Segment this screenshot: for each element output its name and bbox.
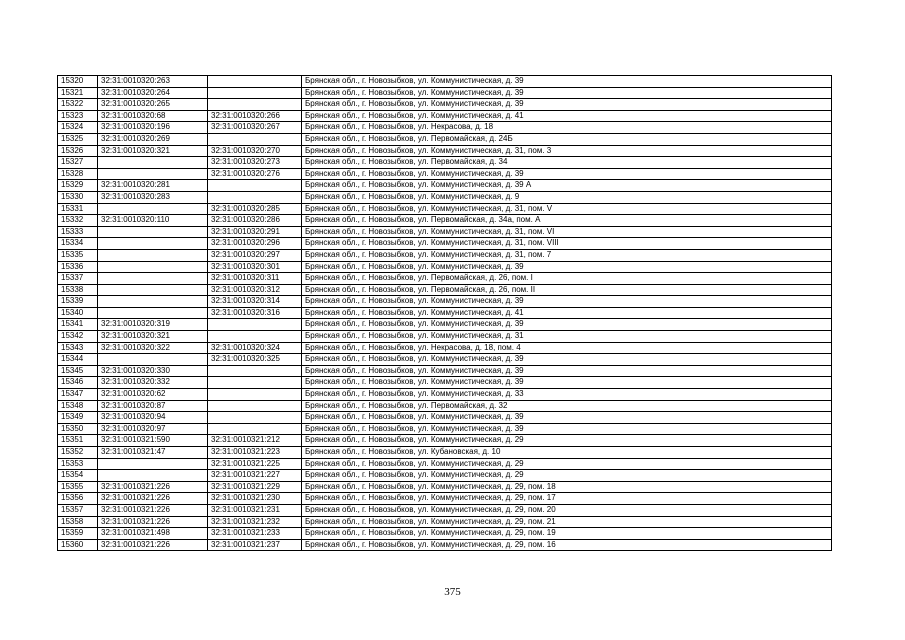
table-row: [58, 319, 832, 331]
linked-cadastral-number-cell: [208, 99, 302, 111]
linked-cadastral-number-cell: 32:31:0010321:237: [208, 539, 302, 551]
row-number-cell: 15322: [58, 99, 98, 111]
cadastral-number-cell: 32:31:0010320:265: [98, 99, 208, 111]
row-number-cell: 15324: [58, 122, 98, 134]
table-row: [58, 342, 832, 354]
row-number-cell: 15344: [58, 354, 98, 366]
row-number-cell: 15358: [58, 516, 98, 528]
row-number-cell: 15331: [58, 203, 98, 215]
linked-cadastral-number-cell: 32:31:0010321:223: [208, 447, 302, 459]
row-number-cell: 15327: [58, 157, 98, 169]
row-number-cell: 15350: [58, 423, 98, 435]
cadastral-number-cell: [98, 168, 208, 180]
table-row: [58, 157, 832, 169]
address-cell: Брянская обл., г. Новозыбков, ул. Первомайская, д. 26, пом. I: [302, 273, 832, 285]
cadastral-number-cell: [98, 261, 208, 273]
linked-cadastral-number-cell: 32:31:0010320:285: [208, 203, 302, 215]
linked-cadastral-number-cell: [208, 365, 302, 377]
table-row: [58, 99, 832, 111]
address-cell: Брянская обл., г. Новозыбков, ул. Коммунистическая, д. 39: [302, 423, 832, 435]
cadastral-number-cell: 32:31:0010320:68: [98, 110, 208, 122]
address-cell: Брянская обл., г. Новозыбков, ул. Коммунистическая, д. 39: [302, 377, 832, 389]
row-number-cell: 15342: [58, 331, 98, 343]
table-row: [58, 133, 832, 145]
cadastral-number-cell: 32:31:0010320:62: [98, 389, 208, 401]
linked-cadastral-number-cell: [208, 180, 302, 192]
address-cell: Брянская обл., г. Новозыбков, ул. Коммунистическая, д. 39: [302, 168, 832, 180]
row-number-cell: 15341: [58, 319, 98, 331]
linked-cadastral-number-cell: [208, 423, 302, 435]
address-cell: Брянская обл., г. Новозыбков, ул. Коммунистическая, д. 29: [302, 435, 832, 447]
linked-cadastral-number-cell: [208, 377, 302, 389]
address-cell: Брянская обл., г. Новозыбков, ул. Коммунистическая, д. 31, пом. V: [302, 203, 832, 215]
linked-cadastral-number-cell: [208, 400, 302, 412]
table-row: [58, 516, 832, 528]
address-cell: Брянская обл., г. Новозыбков, ул. Некрасова, д. 18: [302, 122, 832, 134]
cadastral-number-cell: [98, 458, 208, 470]
cadastral-number-cell: 32:31:0010320:110: [98, 215, 208, 227]
address-cell: Брянская обл., г. Новозыбков, ул. Коммунистическая, д. 31, пом. 7: [302, 249, 832, 261]
cadastral-number-cell: 32:31:0010320:321: [98, 145, 208, 157]
table-row: [58, 447, 832, 459]
linked-cadastral-number-cell: 32:31:0010321:231: [208, 504, 302, 516]
address-cell: Брянская обл., г. Новозыбков, ул. Коммунистическая, д. 39: [302, 99, 832, 111]
linked-cadastral-number-cell: 32:31:0010320:312: [208, 284, 302, 296]
address-cell: Брянская обл., г. Новозыбков, ул. Коммунистическая, д. 39: [302, 412, 832, 424]
linked-cadastral-number-cell: 32:31:0010320:273: [208, 157, 302, 169]
linked-cadastral-number-cell: [208, 87, 302, 99]
table-row: [58, 400, 832, 412]
row-number-cell: 15320: [58, 76, 98, 88]
address-cell: Брянская обл., г. Новозыбков, ул. Первомайская, д. 32: [302, 400, 832, 412]
address-cell: Брянская обл., г. Новозыбков, ул. Коммунистическая, д. 39: [302, 365, 832, 377]
row-number-cell: 15328: [58, 168, 98, 180]
row-number-cell: 15337: [58, 273, 98, 285]
address-cell: Брянская обл., г. Новозыбков, ул. Коммунистическая, д. 31, пом. VIII: [302, 238, 832, 250]
row-number-cell: 15326: [58, 145, 98, 157]
address-cell: Брянская обл., г. Новозыбков, ул. Коммунистическая, д. 29, пом. 17: [302, 493, 832, 505]
table-row: [58, 307, 832, 319]
row-number-cell: 15351: [58, 435, 98, 447]
table-row: [58, 470, 832, 482]
address-cell: Брянская обл., г. Новозыбков, ул. Некрасова, д. 18, пом. 4: [302, 342, 832, 354]
table-row: [58, 261, 832, 273]
linked-cadastral-number-cell: [208, 412, 302, 424]
cadastral-number-cell: 32:31:0010320:283: [98, 191, 208, 203]
linked-cadastral-number-cell: 32:31:0010320:276: [208, 168, 302, 180]
table-row: [58, 273, 832, 285]
cadastral-number-cell: 32:31:0010320:322: [98, 342, 208, 354]
row-number-cell: 15336: [58, 261, 98, 273]
linked-cadastral-number-cell: 32:31:0010321:229: [208, 481, 302, 493]
row-number-cell: 15321: [58, 87, 98, 99]
row-number-cell: 15360: [58, 539, 98, 551]
cadastral-number-cell: 32:31:0010320:196: [98, 122, 208, 134]
table-row: [58, 249, 832, 261]
address-cell: Брянская обл., г. Новозыбков, ул. Коммунистическая, д. 31: [302, 331, 832, 343]
row-number-cell: 15333: [58, 226, 98, 238]
cadastral-number-cell: [98, 470, 208, 482]
table-row: [58, 238, 832, 250]
linked-cadastral-number-cell: 32:31:0010321:227: [208, 470, 302, 482]
linked-cadastral-number-cell: 32:31:0010320:301: [208, 261, 302, 273]
table-row: [58, 539, 832, 551]
address-cell: Брянская обл., г. Новозыбков, ул. Первомайская, д. 26, пом. II: [302, 284, 832, 296]
cadastral-number-cell: 32:31:0010320:321: [98, 331, 208, 343]
linked-cadastral-number-cell: 32:31:0010320:311: [208, 273, 302, 285]
table-row: [58, 481, 832, 493]
cadastral-number-cell: [98, 354, 208, 366]
address-cell: Брянская обл., г. Новозыбков, ул. Первомайская, д. 34а, пом. А: [302, 215, 832, 227]
linked-cadastral-number-cell: 32:31:0010320:286: [208, 215, 302, 227]
cadastral-number-cell: 32:31:0010321:226: [98, 516, 208, 528]
address-cell: Брянская обл., г. Новозыбков, ул. Коммунистическая, д. 9: [302, 191, 832, 203]
row-number-cell: 15359: [58, 528, 98, 540]
row-number-cell: 15338: [58, 284, 98, 296]
row-number-cell: 15325: [58, 133, 98, 145]
cadastral-number-cell: [98, 273, 208, 285]
row-number-cell: 15330: [58, 191, 98, 203]
table-row: [58, 87, 832, 99]
cadastral-number-cell: 32:31:0010320:281: [98, 180, 208, 192]
address-cell: Брянская обл., г. Новозыбков, ул. Коммунистическая, д. 29: [302, 458, 832, 470]
linked-cadastral-number-cell: 32:31:0010321:232: [208, 516, 302, 528]
cadastral-number-cell: 32:31:0010321:590: [98, 435, 208, 447]
registry-table-body: [58, 76, 832, 551]
linked-cadastral-number-cell: 32:31:0010321:230: [208, 493, 302, 505]
linked-cadastral-number-cell: [208, 191, 302, 203]
address-cell: Брянская обл., г. Новозыбков, ул. Коммунистическая, д. 31, пом. VI: [302, 226, 832, 238]
table-row: [58, 435, 832, 447]
table-row: [58, 180, 832, 192]
cadastral-number-cell: 32:31:0010320:330: [98, 365, 208, 377]
row-number-cell: 15352: [58, 447, 98, 459]
row-number-cell: 15345: [58, 365, 98, 377]
address-cell: Брянская обл., г. Новозыбков, ул. Коммунистическая, д. 39: [302, 261, 832, 273]
cadastral-number-cell: [98, 296, 208, 308]
address-cell: Брянская обл., г. Новозыбков, ул. Коммунистическая, д. 39: [302, 76, 832, 88]
table-row: [58, 215, 832, 227]
address-cell: Брянская обл., г. Новозыбков, ул. Коммунистическая, д. 29, пом. 19: [302, 528, 832, 540]
address-cell: Брянская обл., г. Новозыбков, ул. Коммунистическая, д. 29, пом. 21: [302, 516, 832, 528]
table-row: [58, 354, 832, 366]
address-cell: Брянская обл., г. Новозыбков, ул. Коммунистическая, д. 31, пом. 3: [302, 145, 832, 157]
table-row: [58, 296, 832, 308]
table-row: [58, 493, 832, 505]
row-number-cell: 15334: [58, 238, 98, 250]
table-row: [58, 110, 832, 122]
address-cell: Брянская обл., г. Новозыбков, ул. Коммунистическая, д. 33: [302, 389, 832, 401]
table-row: [58, 528, 832, 540]
cadastral-number-cell: 32:31:0010321:226: [98, 481, 208, 493]
table-row: [58, 504, 832, 516]
table-row: [58, 191, 832, 203]
address-cell: Брянская обл., г. Новозыбков, ул. Коммунистическая, д. 39 А: [302, 180, 832, 192]
linked-cadastral-number-cell: 32:31:0010320:316: [208, 307, 302, 319]
cadastral-number-cell: [98, 284, 208, 296]
cadastral-number-cell: 32:31:0010320:264: [98, 87, 208, 99]
address-cell: Брянская обл., г. Новозыбков, ул. Коммунистическая, д. 29, пом. 16: [302, 539, 832, 551]
table-row: [58, 423, 832, 435]
linked-cadastral-number-cell: 32:31:0010320:324: [208, 342, 302, 354]
address-cell: Брянская обл., г. Новозыбков, ул. Коммунистическая, д. 41: [302, 307, 832, 319]
linked-cadastral-number-cell: [208, 331, 302, 343]
table-row: [58, 226, 832, 238]
address-cell: Брянская обл., г. Новозыбков, ул. Коммунистическая, д. 29: [302, 470, 832, 482]
linked-cadastral-number-cell: [208, 319, 302, 331]
row-number-cell: 15343: [58, 342, 98, 354]
address-cell: Брянская обл., г. Новозыбков, ул. Коммунистическая, д. 29, пом. 18: [302, 481, 832, 493]
table-row: [58, 331, 832, 343]
cadastral-number-cell: [98, 203, 208, 215]
cadastral-number-cell: 32:31:0010320:269: [98, 133, 208, 145]
page-number: 375: [444, 586, 461, 598]
linked-cadastral-number-cell: [208, 76, 302, 88]
table-row: [58, 76, 832, 88]
linked-cadastral-number-cell: 32:31:0010321:233: [208, 528, 302, 540]
linked-cadastral-number-cell: 32:31:0010321:225: [208, 458, 302, 470]
linked-cadastral-number-cell: 32:31:0010320:267: [208, 122, 302, 134]
cadastral-number-cell: [98, 226, 208, 238]
row-number-cell: 15354: [58, 470, 98, 482]
table-row: [58, 377, 832, 389]
address-cell: Брянская обл., г. Новозыбков, ул. Первомайская, д. 24Б: [302, 133, 832, 145]
table-row: [58, 203, 832, 215]
address-cell: Брянская обл., г. Новозыбков, ул. Коммунистическая, д. 29, пом. 20: [302, 504, 832, 516]
property-registry-table: [57, 75, 832, 551]
address-cell: Брянская обл., г. Новозыбков, ул. Коммунистическая, д. 39: [302, 354, 832, 366]
address-cell: Брянская обл., г. Новозыбков, ул. Коммунистическая, д. 41: [302, 110, 832, 122]
cadastral-number-cell: 32:31:0010320:87: [98, 400, 208, 412]
table-row: [58, 168, 832, 180]
table-row: [58, 365, 832, 377]
linked-cadastral-number-cell: 32:31:0010320:266: [208, 110, 302, 122]
row-number-cell: 15349: [58, 412, 98, 424]
table-row: [58, 122, 832, 134]
row-number-cell: 15356: [58, 493, 98, 505]
linked-cadastral-number-cell: [208, 133, 302, 145]
cadastral-number-cell: 32:31:0010321:226: [98, 504, 208, 516]
row-number-cell: 15339: [58, 296, 98, 308]
linked-cadastral-number-cell: [208, 389, 302, 401]
cadastral-number-cell: 32:31:0010321:226: [98, 539, 208, 551]
linked-cadastral-number-cell: 32:31:0010320:296: [208, 238, 302, 250]
table-row: [58, 412, 832, 424]
linked-cadastral-number-cell: 32:31:0010320:291: [208, 226, 302, 238]
address-cell: Брянская обл., г. Новозыбков, ул. Коммунистическая, д. 39: [302, 319, 832, 331]
linked-cadastral-number-cell: 32:31:0010321:212: [208, 435, 302, 447]
cadastral-number-cell: 32:31:0010320:263: [98, 76, 208, 88]
cadastral-number-cell: 32:31:0010320:319: [98, 319, 208, 331]
table-row: [58, 284, 832, 296]
cadastral-number-cell: 32:31:0010321:47: [98, 447, 208, 459]
table-row: [58, 389, 832, 401]
cadastral-number-cell: 32:31:0010320:332: [98, 377, 208, 389]
linked-cadastral-number-cell: 32:31:0010320:270: [208, 145, 302, 157]
row-number-cell: 15340: [58, 307, 98, 319]
row-number-cell: 15323: [58, 110, 98, 122]
cadastral-number-cell: [98, 238, 208, 250]
row-number-cell: 15357: [58, 504, 98, 516]
linked-cadastral-number-cell: 32:31:0010320:314: [208, 296, 302, 308]
row-number-cell: 15332: [58, 215, 98, 227]
address-cell: Брянская обл., г. Новозыбков, ул. Кубановская, д. 10: [302, 447, 832, 459]
cadastral-number-cell: [98, 157, 208, 169]
row-number-cell: 15353: [58, 458, 98, 470]
cadastral-number-cell: 32:31:0010321:498: [98, 528, 208, 540]
cadastral-number-cell: [98, 307, 208, 319]
table-row: [58, 145, 832, 157]
cadastral-number-cell: 32:31:0010321:226: [98, 493, 208, 505]
cadastral-number-cell: [98, 249, 208, 261]
cadastral-number-cell: 32:31:0010320:97: [98, 423, 208, 435]
address-cell: Брянская обл., г. Новозыбков, ул. Первомайская, д. 34: [302, 157, 832, 169]
table-row: [58, 458, 832, 470]
linked-cadastral-number-cell: 32:31:0010320:297: [208, 249, 302, 261]
linked-cadastral-number-cell: 32:31:0010320:325: [208, 354, 302, 366]
cadastral-number-cell: 32:31:0010320:94: [98, 412, 208, 424]
row-number-cell: 15348: [58, 400, 98, 412]
address-cell: Брянская обл., г. Новозыбков, ул. Коммунистическая, д. 39: [302, 87, 832, 99]
row-number-cell: 15347: [58, 389, 98, 401]
row-number-cell: 15335: [58, 249, 98, 261]
address-cell: Брянская обл., г. Новозыбков, ул. Коммунистическая, д. 39: [302, 296, 832, 308]
row-number-cell: 15355: [58, 481, 98, 493]
row-number-cell: 15329: [58, 180, 98, 192]
row-number-cell: 15346: [58, 377, 98, 389]
